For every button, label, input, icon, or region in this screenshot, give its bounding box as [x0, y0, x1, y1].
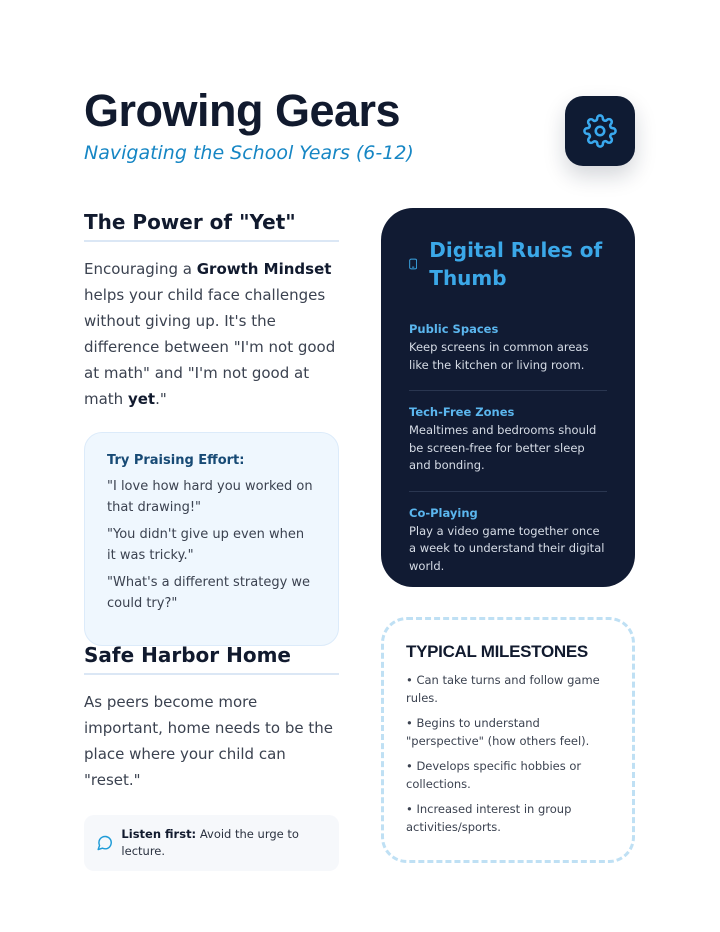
rule-text: Play a video game together once a week to understand their digital world. [409, 523, 605, 573]
milestone-item: • Can take turns and follow game rules. [406, 673, 600, 705]
section-title-harbor: Safe Harbor Home [84, 638, 339, 675]
harbor-section [84, 638, 339, 871]
chat-bubble-icon [96, 834, 113, 852]
page-header [84, 86, 414, 166]
gear-icon [583, 114, 617, 148]
rule-title: Public Spaces [409, 322, 499, 336]
rule-item [409, 492, 607, 592]
harbor-text: As peers become more important, home needs to be the place where your child can "reset." [84, 693, 333, 789]
listen-tip [84, 815, 339, 871]
rule-item [409, 391, 607, 492]
yet-intro-text: Encouraging a Growth Mindset helps your child face challenges without giving up. It's the difference between "I'm not good at math" and "I'm not good at math yet." [84, 260, 336, 408]
milestone-item: • Increased interest in group activities/sports. [406, 802, 572, 834]
tip-text: Listen first: Avoid the urge to lecture. [121, 827, 299, 858]
rule-text: Keep screens in common areas like the kitchen or living room. [409, 340, 589, 372]
rules-list [409, 308, 607, 591]
page-title: Growing Gears [84, 85, 401, 136]
rule-title: Co-Playing [409, 505, 478, 520]
page-subtitle: Navigating the School Years (6-12) [84, 142, 414, 164]
praise-item: "I love how hard you worked on that drawing!" [107, 479, 313, 515]
milestone-item: • Develops specific hobbies or collections. [406, 759, 582, 791]
praise-item: "What's a different strategy we could try?" [107, 575, 311, 611]
digital-rules-header [409, 236, 607, 292]
rule-title: Tech-Free Zones [409, 405, 515, 419]
milestones-card [381, 617, 635, 863]
gear-badge [565, 96, 635, 166]
yet-section [84, 205, 339, 646]
digital-rules-title: Digital Rules of Thumb [429, 238, 603, 290]
praise-box-title: Try Praising Effort: [107, 453, 245, 468]
section-title-yet: The Power of "Yet" [84, 205, 339, 242]
rule-item [409, 308, 607, 391]
milestone-item: • Begins to understand "perspective" (how others feel). [406, 716, 590, 748]
digital-rules-card [381, 208, 635, 587]
praise-effort-box [84, 432, 339, 646]
praise-item: "You didn't give up even when it was tricky." [107, 527, 305, 563]
tablet-icon [409, 256, 417, 272]
rule-text: Mealtimes and bedrooms should be screen-free for better sleep and bonding. [409, 423, 597, 472]
milestones-title: TYPICAL MILESTONES [406, 642, 588, 661]
